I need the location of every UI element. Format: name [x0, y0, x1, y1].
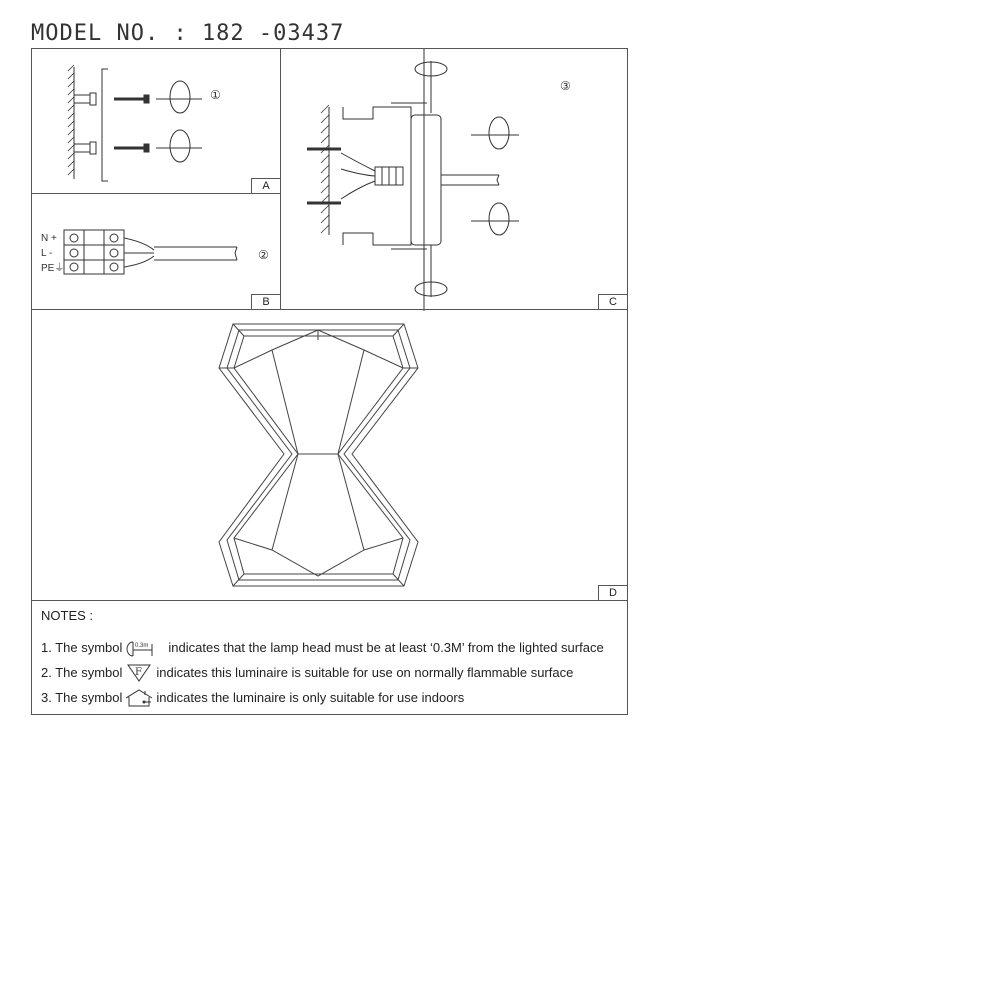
note-item-1 — [41, 635, 621, 660]
wall-anchor-diagram — [32, 49, 282, 195]
step-number-1: ① — [210, 88, 221, 102]
terminal-block-diagram — [32, 194, 282, 311]
terminal-l-label: L - — [41, 248, 53, 259]
note-3-text: indicates the luminaire is only suitable for use indoors — [156, 690, 465, 705]
notes-section — [41, 608, 621, 710]
panel-label-c: C — [598, 294, 627, 309]
indoor-use-icon — [124, 688, 154, 708]
distance-symbol-icon — [124, 638, 154, 658]
panel-a — [31, 48, 281, 194]
panel-b — [31, 193, 281, 310]
flammable-surface-icon — [124, 663, 154, 683]
note-item-2 — [41, 660, 621, 685]
note-1-prefix: 1. The symbol — [41, 640, 123, 655]
mounting-assembly-diagram — [281, 49, 629, 311]
terminal-n-label: N + — [41, 233, 57, 244]
panel-d — [31, 309, 628, 601]
panel-label-a: A — [251, 178, 280, 193]
flammable-symbol-text: F — [135, 666, 143, 678]
panel-label-b: B — [251, 294, 280, 309]
step-number-3: ③ — [560, 79, 571, 93]
note-1-text: indicates that the lamp head must be at least ‘0.3M’ from the lighted surface — [168, 640, 604, 655]
terminal-pe-label: PE⏚ — [41, 263, 65, 274]
note-item-3 — [41, 685, 621, 710]
note-2-text: indicates this luminaire is suitable for use on normally flammable surface — [156, 665, 574, 680]
distance-symbol-text: 0.3m — [135, 642, 149, 649]
model-number-title: MODEL NO. : 182 -03437 — [31, 21, 345, 46]
luminaire-front-view — [32, 310, 629, 602]
panel-label-d: D — [598, 585, 627, 600]
panel-c — [280, 48, 628, 310]
step-number-2: ② — [258, 248, 269, 262]
note-2-prefix: 2. The symbol — [41, 665, 123, 680]
note-3-prefix: 3. The symbol — [41, 690, 123, 705]
notes-title: NOTES : — [41, 608, 94, 623]
